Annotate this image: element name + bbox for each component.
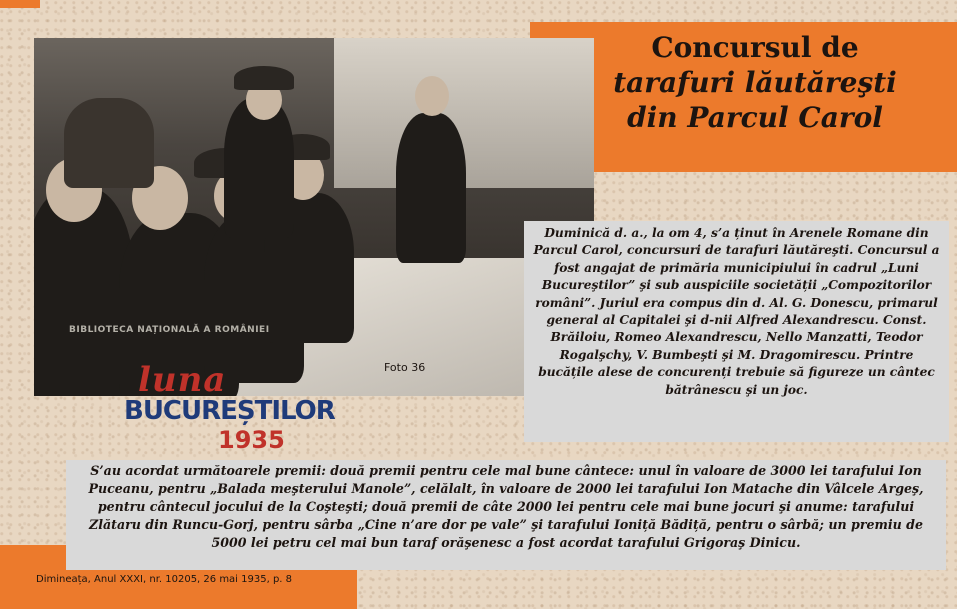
photo-hat [234, 66, 294, 90]
logo-year: 1935 [218, 426, 285, 454]
photo-figure [396, 113, 466, 263]
source-citation: Dimineața, Anul XXXI, nr. 10205, 26 mai 1935, p. 8 [36, 574, 293, 585]
photo-figure-head [415, 76, 449, 116]
prizes-text: S’au acordat următoarele premii: două premii pentru cele mal bune cântece: unul în valoare de 3000 lei tarafului Ion Puceanu, pentru „Balada meşterului Manole”, celălalt, în valoare de 2000 lei tarafului Ion Matache din Vâlcele Argeş, pentru cântecul jocului de la Coşteşti; două premii de câte 2000 lei pentru cele mai bune jocuri şi anume: tarafului Zlătaru din Runcu-Gorj, pentru sârba „Cine n’are dor pe vale” şi tarafului Ioniță Bădiță, pentru o sârbă; un premiu de 5000 lei petru cel mai bun taraf orăşenesc a fost acordat tarafului Grigoraş Dinicu. [88, 463, 924, 550]
title-line-1: Concursul de [651, 31, 859, 64]
historic-photo [34, 38, 594, 396]
photo-watermark: BIBLIOTECA NAȚIONALĂ A ROMÂNIEI [69, 325, 270, 335]
title-line-3: din Parcul Carol [627, 101, 883, 134]
intro-text: Duminică d. a., la om 4, s’a ținut în Arenele Romane din Parcul Carol, concursuri de tarafuri lăutăreşti. Concursul a fost angajat de primăria municipiului în cadrul „Luni Bucureştilor” şi sub auspiciile societății „Compozitorilor români”. Juriul era compus din d. Al. G. Donescu, primarul general al Capitalei şi d-nii Alfred Alexandrescu. Const. Brăiloiu, Romeo Alexandrescu, Nello Manzatti, Teodor Rogalşchy, V. Bumbeşti şi M. Dragomirescu. Printre bucățile alese de concurenți trebuie să figureze un cântec bătrânescu şi un joc. [533, 226, 940, 397]
page-title [555, 30, 955, 135]
luna-bucurestilor-logo [118, 360, 335, 460]
orange-corner-strip [0, 0, 40, 8]
prizes-text-panel [66, 460, 946, 570]
photo-caption: Foto 36 [384, 361, 426, 374]
logo-line-1: luna [138, 360, 227, 400]
intro-text-panel [524, 221, 949, 442]
title-line-2: tarafuri lăutăreşti [613, 66, 897, 99]
logo-line-2: BUCUREȘTILOR [124, 396, 335, 426]
photo-crowd [64, 98, 154, 188]
